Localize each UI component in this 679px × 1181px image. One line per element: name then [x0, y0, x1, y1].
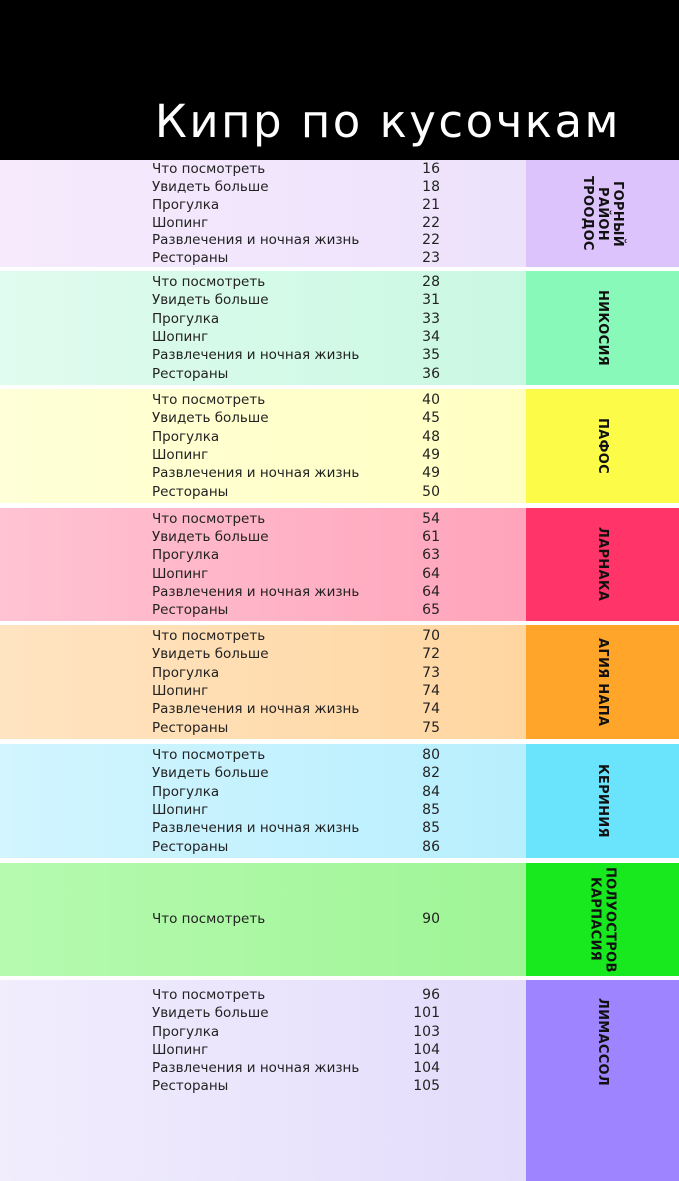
toc-row-label: Шопинг	[152, 683, 209, 699]
toc-row-page: 48	[422, 428, 440, 445]
toc-row-label: Увидеть больше	[152, 178, 269, 195]
toc-row-label: Рестораны	[152, 838, 229, 855]
toc-row-label: Прогулка	[152, 547, 220, 564]
section-tab[interactable]	[526, 508, 679, 621]
toc-row-page: 64	[422, 565, 440, 582]
toc-row-label: Прогулка	[152, 783, 220, 800]
toc-row[interactable]	[152, 783, 452, 801]
toc-row[interactable]	[152, 838, 452, 856]
toc-row-label: Увидеть больше	[152, 292, 269, 309]
toc-row[interactable]	[152, 601, 452, 619]
toc-row[interactable]	[152, 483, 452, 501]
toc-row-page: 35	[422, 347, 440, 364]
toc-row-page: 49	[422, 447, 440, 463]
toc-row[interactable]	[152, 1004, 452, 1022]
toc-row-page: 75	[422, 719, 440, 736]
toc-row-page: 28	[422, 274, 440, 291]
toc-row-label: Шопинг	[152, 802, 209, 818]
toc-row-page: 45	[422, 410, 440, 427]
toc-row-label: Прогулка	[152, 196, 220, 213]
toc-row-label: Что посмотреть	[152, 747, 266, 764]
toc-row-page: 85	[422, 802, 440, 818]
toc-row-label: Рестораны	[152, 250, 229, 267]
toc-row[interactable]	[152, 1059, 452, 1077]
toc-row-label: Прогулка	[152, 310, 220, 327]
toc-row[interactable]	[152, 664, 452, 682]
toc-row[interactable]	[152, 986, 452, 1004]
section-ayia-napa	[0, 625, 679, 739]
toc-row-page: 105	[413, 1078, 440, 1095]
toc-row-label: Что посмотреть	[152, 510, 266, 527]
toc-row-label: Увидеть больше	[152, 410, 269, 427]
section-tab[interactable]	[526, 389, 679, 503]
toc-row[interactable]	[152, 565, 452, 583]
toc-row-page: 72	[422, 646, 440, 663]
toc-rows	[152, 744, 452, 858]
toc-row-label: Что посмотреть	[152, 628, 266, 645]
toc-row-page: 84	[422, 783, 440, 800]
toc-row[interactable]	[152, 627, 452, 645]
toc-row-page: 50	[422, 483, 440, 500]
toc-row-page: 86	[422, 838, 440, 855]
toc-row-page: 74	[422, 701, 440, 718]
toc-row-page: 64	[422, 583, 440, 600]
toc-row-page: 82	[422, 765, 440, 782]
toc-row-label: Увидеть больше	[152, 528, 269, 545]
toc-row-page: 103	[413, 1023, 440, 1040]
toc-row[interactable]	[152, 231, 452, 249]
toc-row-page: 54	[422, 510, 440, 527]
toc-row-label: Рестораны	[152, 602, 229, 619]
toc-row-label: Увидеть больше	[152, 1005, 269, 1022]
toc-row[interactable]	[152, 700, 452, 718]
toc-row[interactable]	[152, 510, 452, 528]
toc-row[interactable]	[152, 365, 452, 383]
toc-row-page: 36	[422, 365, 440, 382]
section-tab[interactable]	[526, 271, 679, 385]
toc-row-label: Развлечения и ночная жизнь	[152, 701, 360, 718]
toc-row-label: Шопинг	[152, 214, 209, 231]
toc-row-page: 74	[422, 683, 440, 699]
toc-row[interactable]	[152, 801, 452, 819]
toc-row-label: Увидеть больше	[152, 765, 269, 782]
toc-row-label: Рестораны	[152, 1078, 229, 1095]
toc-row[interactable]	[152, 249, 452, 267]
toc-row-label: Увидеть больше	[152, 646, 269, 663]
toc-row-label: Что посмотреть	[152, 274, 266, 291]
toc-row-page: 21	[422, 196, 440, 213]
toc-row[interactable]	[152, 428, 452, 446]
section-tab[interactable]	[526, 980, 679, 1181]
section-tab[interactable]	[526, 863, 679, 976]
page-title: Кипр по кусочкам	[154, 95, 621, 148]
header	[0, 0, 679, 160]
section-tab-label: ГОРНЫЙ РАЙОН ТРООДОС	[580, 176, 625, 251]
toc-row[interactable]	[152, 719, 452, 737]
section-troodos	[0, 160, 679, 267]
toc-row[interactable]	[152, 214, 452, 232]
toc-row-page: 61	[422, 528, 440, 545]
toc-row-label: Рестораны	[152, 365, 229, 382]
toc-row-label: Шопинг	[152, 565, 209, 582]
toc-row-page: 96	[422, 987, 440, 1003]
toc-row[interactable]	[152, 764, 452, 782]
section-karpasia	[0, 863, 679, 976]
toc-row-page: 73	[422, 664, 440, 681]
section-tab-label: ЛИМАССОЛ	[595, 998, 610, 1087]
toc-row-page: 49	[422, 465, 440, 482]
toc-row-label: Прогулка	[152, 1023, 220, 1040]
section-paphos	[0, 389, 679, 503]
toc-row-label: Что посмотреть	[152, 392, 266, 409]
toc-row-label: Что посмотреть	[152, 987, 266, 1003]
toc-row-page: 40	[422, 392, 440, 409]
toc-row-label: Шопинг	[152, 1041, 209, 1058]
toc-row-label: Развлечения и ночная жизнь	[152, 232, 360, 249]
toc-row-page: 80	[422, 747, 440, 764]
toc-row[interactable]	[152, 746, 452, 764]
section-tab[interactable]	[526, 744, 679, 858]
toc-row-label: Что посмотреть	[152, 161, 266, 178]
toc-row[interactable]	[152, 910, 452, 928]
toc-row[interactable]	[152, 645, 452, 663]
toc-rows	[152, 160, 452, 267]
toc-row-label: Прогулка	[152, 428, 220, 445]
toc-row[interactable]	[152, 291, 452, 309]
section-larnaca	[0, 508, 679, 621]
toc-row[interactable]	[152, 346, 452, 364]
toc-row[interactable]	[152, 819, 452, 837]
section-nicosia	[0, 271, 679, 385]
toc-row-label: Развлечения и ночная жизнь	[152, 347, 360, 364]
toc-row-label: Шопинг	[152, 447, 209, 463]
toc-rows	[152, 389, 452, 503]
toc-row-label: Рестораны	[152, 483, 229, 500]
toc-row-page: 63	[422, 547, 440, 564]
section-limassol	[0, 980, 679, 1181]
toc-row-label: Развлечения и ночная жизнь	[152, 465, 360, 482]
toc-row[interactable]	[152, 273, 452, 291]
toc-row[interactable]	[152, 1023, 452, 1041]
toc-row-label: Развлечения и ночная жизнь	[152, 583, 360, 600]
toc-row[interactable]	[152, 446, 452, 464]
toc-row[interactable]	[152, 583, 452, 601]
toc-row-label: Прогулка	[152, 664, 220, 681]
toc-row-page: 70	[422, 628, 440, 645]
toc-row[interactable]	[152, 528, 452, 546]
section-tab-label: НИКОСИЯ	[595, 290, 610, 366]
section-tab-label: АГИЯ НАПА	[595, 637, 610, 727]
toc-row-page: 18	[422, 178, 440, 195]
toc-row[interactable]	[152, 328, 452, 346]
section-tab-label: ПАФОС	[595, 418, 610, 474]
toc-row[interactable]	[152, 1077, 452, 1095]
toc-row-page: 104	[413, 1041, 440, 1058]
toc-rows	[152, 863, 452, 976]
toc-row[interactable]	[152, 409, 452, 427]
toc-rows	[152, 271, 452, 385]
toc-row-label: Шопинг	[152, 329, 209, 345]
toc-rows	[152, 625, 452, 739]
toc-row-label: Развлечения и ночная жизнь	[152, 820, 360, 837]
toc-row-page: 22	[422, 232, 440, 249]
toc-row-page: 101	[413, 1005, 440, 1022]
toc-row-label: Рестораны	[152, 719, 229, 736]
toc-row[interactable]	[152, 464, 452, 482]
toc-row-page: 90	[422, 911, 440, 928]
toc-row[interactable]	[152, 160, 452, 178]
toc-row-page: 85	[422, 820, 440, 837]
section-tab-label: ПОЛУОСТРОВ КАРПАСИЯ	[587, 866, 618, 973]
toc-row[interactable]	[152, 1041, 452, 1059]
toc-row[interactable]	[152, 546, 452, 564]
toc-rows	[152, 508, 452, 621]
toc-row-page: 31	[422, 292, 440, 309]
toc-row-page: 33	[422, 310, 440, 327]
toc-row-page: 16	[422, 161, 440, 178]
toc-rows	[152, 980, 452, 1181]
toc-row-page: 104	[413, 1060, 440, 1077]
toc-row[interactable]	[152, 391, 452, 409]
toc-row-label: Что посмотреть	[152, 911, 266, 928]
toc-row-page: 23	[422, 250, 440, 267]
toc-row[interactable]	[152, 178, 452, 196]
section-tab-label: КЕРИНИЯ	[595, 764, 610, 838]
toc-row-label: Развлечения и ночная жизнь	[152, 1060, 360, 1077]
section-tab[interactable]	[526, 160, 679, 267]
section-tab[interactable]	[526, 625, 679, 739]
toc-row-page: 22	[422, 214, 440, 231]
toc-row[interactable]	[152, 310, 452, 328]
toc-row[interactable]	[152, 682, 452, 700]
toc-row[interactable]	[152, 196, 452, 214]
toc-row-page: 34	[422, 329, 440, 345]
toc-row-page: 65	[422, 602, 440, 619]
section-kyrenia	[0, 744, 679, 858]
section-tab-label: ЛАРНАКА	[595, 527, 610, 602]
